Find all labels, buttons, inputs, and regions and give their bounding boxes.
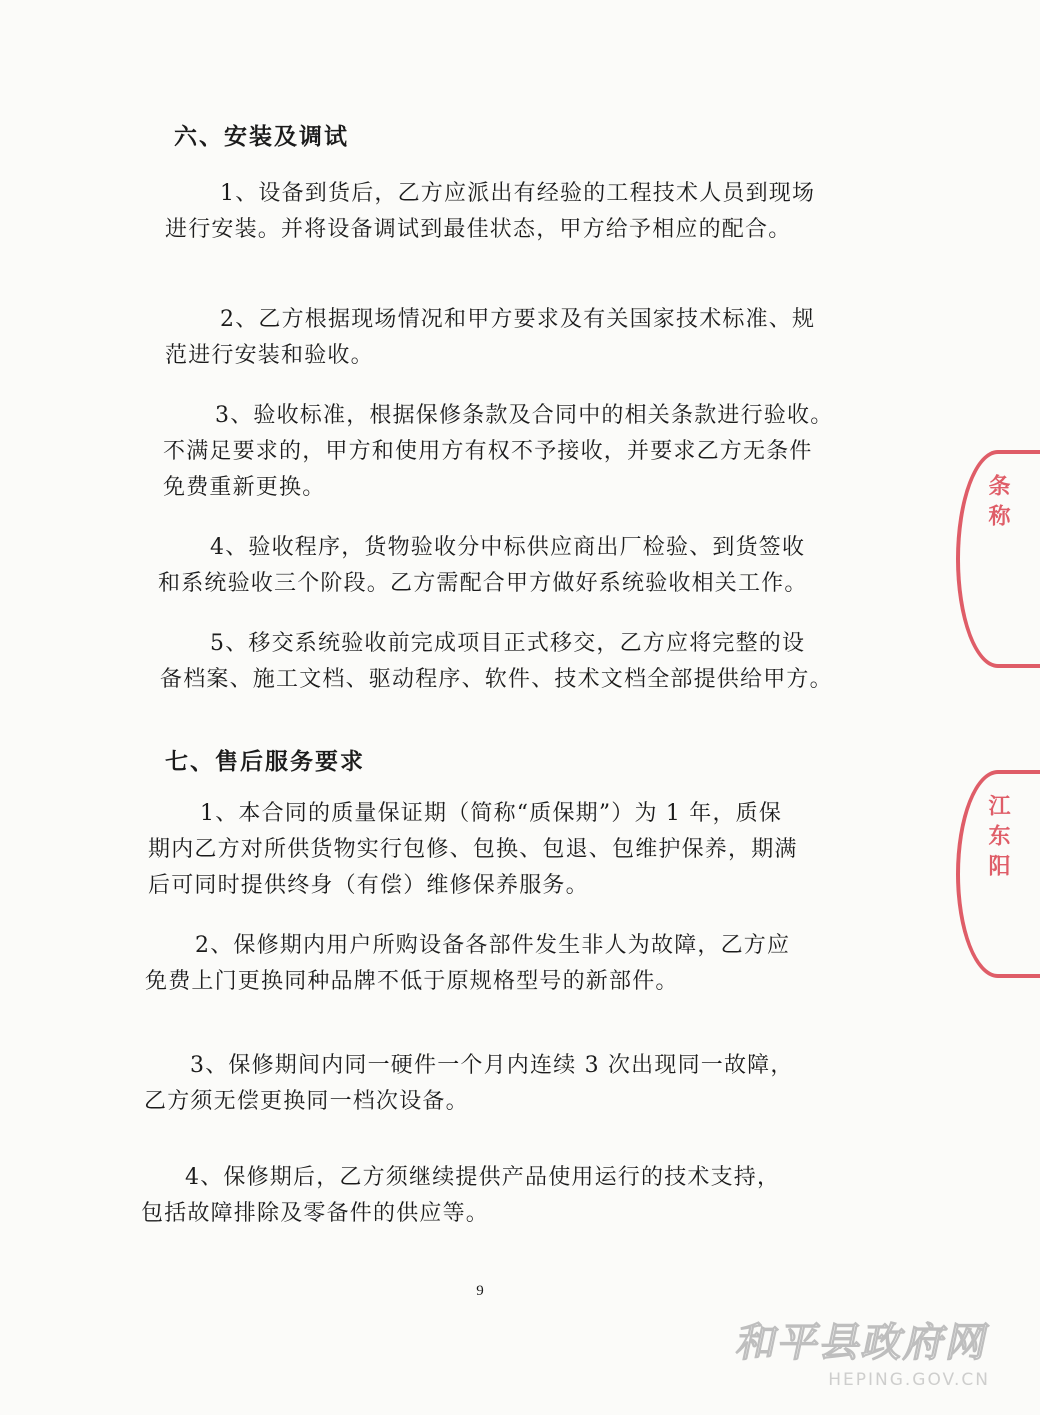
text-line: 乙方须无偿更换同一档次设备。 [144,1089,469,1114]
text-line: 免费上门更换同种品牌不低于原规格型号的新部件。 [145,969,679,994]
text-line: 免费重新更换。 [163,475,326,500]
paragraph-after-sales-3 [144,1048,840,1120]
text-line: 进行安装。并将设备调试到最佳状态，甲方给予相应的配合。 [165,217,792,242]
text-line: 2、保修期内用户所购设备各部件发生非人为故障，乙方应 [195,933,791,958]
paragraph-installation-2 [165,302,860,374]
text-line: 3、验收标准，根据保修条款及合同中的相关条款进行验收。 [215,403,834,428]
watermark-title: 和平县政府网 [732,1320,995,1366]
text-line: 5、移交系统验收前完成项目正式移交，乙方应将完整的设 [210,631,806,656]
site-watermark [732,1311,995,1390]
text-line: 期内乙方对所供货物实行包修、包换、包退、包维护保养，期满 [148,837,798,862]
paragraph-after-sales-4 [141,1160,835,1232]
text-line: 范进行安装和验收。 [165,343,374,368]
text-line: 和系统验收三个阶段。乙方需配合甲方做好系统验收相关工作。 [158,571,808,596]
seal-text: 江东阳 [985,794,1010,884]
paragraph-installation-5 [160,626,850,698]
red-seal-stamp-top [956,450,1040,668]
watermark-domain: HEPING.GOV.CN [828,1370,990,1390]
text-line: 1、本合同的质量保证期（简称“质保期”）为 1 年，质保 [200,801,783,826]
text-line: 2、乙方根据现场情况和甲方要求及有关国家技术标准、规 [220,307,816,332]
red-seal-stamp-bottom [956,770,1040,978]
text-line: 3、保修期间内同一硬件一个月内连续 3 次出现同一故障， [190,1053,794,1078]
paragraph-installation-4 [158,530,850,602]
text-line: 4、保修期后，乙方须继续提供产品使用运行的技术支持， [185,1165,781,1190]
section-heading-after-sales: 七、售后服务要求 [165,748,365,775]
text-line: 不满足要求的，甲方和使用方有权不予接收，并要求乙方无条件 [163,439,813,464]
paragraph-installation-1 [165,176,860,248]
paragraph-after-sales-2 [145,928,845,1000]
text-line: 4、验收程序，货物验收分中标供应商出厂检验、到货签收 [210,535,806,560]
paragraph-installation-3 [163,398,855,506]
text-line: 后可同时提供终身（有偿）维修保养服务。 [148,873,589,898]
text-line: 1、设备到货后，乙方应派出有经验的工程技术人员到现场 [220,181,816,206]
text-line: 包括故障排除及零备件的供应等。 [141,1201,490,1226]
page-number: 9 [476,1283,484,1299]
text-line: 备档案、施工文档、驱动程序、软件、技术文档全部提供给甲方。 [160,667,833,692]
seal-text: 条称 [985,474,1010,534]
section-heading-installation: 六、安装及调试 [174,123,349,150]
paragraph-after-sales-1 [148,796,850,904]
